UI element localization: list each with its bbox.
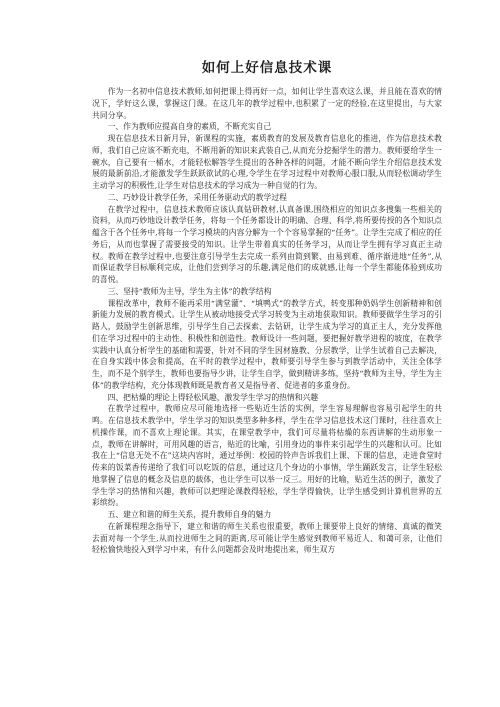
section-4-body: 在教学过程中，教师应尽可能地选择一些贴近生活的实例，学生容易理解也容易引起学生的共鸣。在信息技术教学中，学生学习的知识类型多种多样，学生在学习信息技术这门课时，往往喜欢上机操作课，而不喜欢上理论课。其实，在课堂教学中，我们可尽量将枯燥的东西讲解的生动形象一点，教师在讲解时，可用风趣的语言，贴近的比喻，引用身边的事件来引起学生的兴趣和认可。比如我在上“信息无处不在”这块内容时，通过举例：校园的铃声告诉我们上课、下课的信息，走进食堂时传来的饭菜香传递给了我们可以吃饭的信息，通过这几个身边的小事情，学生踊跃发言，让学生轻松地掌握了信息的概念及信息的载体，也让学生可以举一反三。用好的比喻，贴近生活的例子，激发了学生学习的热情和兴趣，教师可以把理论课教得轻松，学生学得愉快，让学生感受到计算机世界的五彩缤纷。 bbox=[92, 404, 442, 508]
section-5-body: 在新课程理念指导下，建立和谐的师生关系也很重要，教师上课要带上良好的情绪、真诚的微笑去面对每一个学生,从而拉进师生之间的距离,尽可能让学生感觉到教师平易近人、和蔼可亲，让他们轻松愉快地投入到学习中来，有什么问题都会及时地提出来，师生双方 bbox=[92, 521, 442, 555]
intro-paragraph: 作为一名初中信息技术教师,如何把课上得再好一点，如何让学生喜欢这么课，并且能在喜欢的情况下，学好这么课，掌握这门课。在这几年的教学过程中,也积累了一定的经验,在这里提出，与大家共同分享。 bbox=[92, 87, 442, 120]
section-3-heading: 三、坚持“教师为主导，学生为主体”的教学结构 bbox=[107, 286, 272, 296]
section-1-body: 现在信息技术日新月异，新课程的实施，素质教育的发展及教育信息化的推进，作为信息技术教师，我们自己应该不断充电，不断用新的知识来武装自己,从而充分挖掘学生的潜力。教师要给学生一碗水，自己要有一桶水，才能轻松解答学生提出的各种各样的问题，才能不断向学生介绍信息技术发展的最新前沿,才能激发学生跃跃欲试的心理,令学生在学习过程中对教师心服口服,从而轻松调动学生主动学习的积极性,让学生对信息技术的学习成为一种自觉的行为。 bbox=[92, 134, 442, 191]
section-2-body: 在教学过程中，信息技术教师应该认真钻研教材,认真备课,围绕相应的知识点多搜集一些相关的资料，从而巧妙地设计教学任务，将每一个任务都设计的明确、合理、科学,将所要传授的各个知识点蕴含于各个任务中,将每一个学习模块的内容分解为一个个容易掌握的“任务”。让学生完成了相应的任务后，从而也掌握了需要接受的知识。让学生带着真实的任务学习，从而让学生拥有学习真正主动权。教师在教学过程中,也要注意引导学生去完成一系列由简到繁、由易到难、循序渐进地“任务”,从而保证教学目标顺利完成，让他们尝到学习的乐趣,满足他们的成就感,让每一个学生都能体验到成功的喜悦。 bbox=[92, 204, 442, 285]
section-1-heading: 一、作为教师应提高自身的素质，不断充实自己 bbox=[107, 122, 272, 132]
section-5-heading: 五、建立和谐的师生关系，提升教师自身的魅力 bbox=[107, 510, 272, 520]
document-title: 如何上好信息技术课 bbox=[201, 60, 333, 76]
section-3-body: 课程改革中，教师不能再采用“满堂灌”、“填鸭式”的教学方式，转变那种奶妈学生创新精神和创新能力发展的教育模式。让学生从被动地接受式学习转变为主动地获取知识。教师要做学生学习的引路人，鼓励学生创新思维，引导学生自己去探索、去钻研，让学生成为学习的真正主人，充分发挥他们在学习过程中的主动性、积极性和创造性。教师设计一些问题，要把握好教学进程的坡度，在教学实践中认真分析学生的基础和需要，针对不同的学生因材施教、分层教学，让学生试着自己去解决，在自身实践中体会和提高，在平时的教学过程中，教师要引导学生参与到教学活动中，关注全体学生，而不是个别学生，教师也要指导少讲，让学生自学，做到精讲多练，坚持“教师为主导，学生为主体”的教学结构，充分体现教师既是教育者又是指导者、促进者的多重身份。 bbox=[92, 298, 442, 390]
document-page bbox=[92, 60, 442, 556]
section-2-heading: 二、巧妙设计教学任务，采用任务驱动式的教学过程 bbox=[107, 192, 287, 202]
section-4-heading: 四、把枯燥的理论上得轻松风趣，激发学生学习的热情和兴趣 bbox=[107, 392, 319, 402]
